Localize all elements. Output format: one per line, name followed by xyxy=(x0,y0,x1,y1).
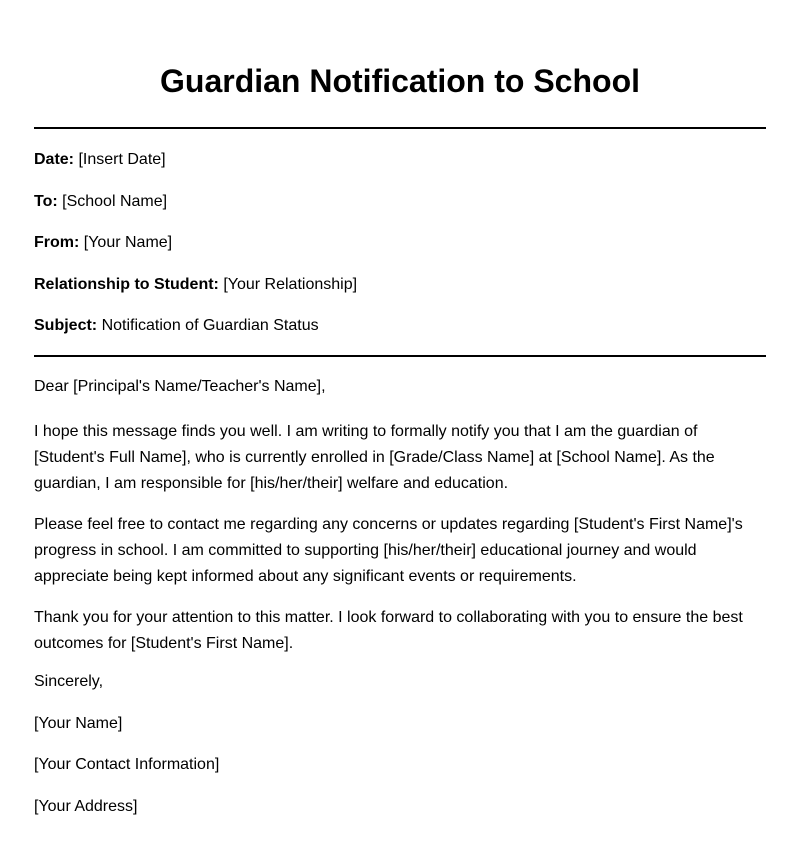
meta-from-value: [Your Name] xyxy=(83,234,173,252)
letter-meta xyxy=(34,150,766,336)
paragraph-contact: Please feel free to contact me regarding any concerns or updates regarding [Student's First Name]'s progress in school. I am committed to supporting [his/her/their] educational journey and would appreciate being kept informed about any significant events or requirements. xyxy=(34,515,743,585)
salutation: Dear [Principal's Name/Teacher's Name], xyxy=(34,378,326,396)
meta-date-value: [Insert Date] xyxy=(78,151,166,168)
letter-body xyxy=(34,377,766,816)
meta-to xyxy=(34,192,766,212)
meta-from xyxy=(34,233,766,253)
meta-date-label: Date: xyxy=(34,151,75,168)
meta-relationship-label: Relationship to Student: xyxy=(34,275,219,293)
meta-to-value: [School Name] xyxy=(62,192,168,210)
signature-contact: [Your Contact Information] xyxy=(34,756,220,774)
meta-divider xyxy=(34,355,766,357)
paragraph-thanks: Thank you for your attention to this matter. I look forward to collaborating with you to ensure the best outcomes for [Student's First Name]. xyxy=(34,608,743,652)
meta-from-label: From: xyxy=(34,234,80,252)
header-divider xyxy=(34,127,766,129)
meta-to-label: To: xyxy=(34,192,58,210)
closing: Sincerely, xyxy=(34,672,104,690)
signature-address: [Your Address] xyxy=(34,797,138,815)
document-title: Guardian Notification to School xyxy=(160,63,640,99)
paragraph-intro: I hope this message finds you well. I am writing to formally notify you that I am the guardian of [Student's Full Name], who is currently enrolled in [Grade/Class Name] at [School Name]. As the guardian, I am responsible for [his/her/their] welfare and education. xyxy=(34,422,715,492)
meta-date xyxy=(34,150,766,170)
meta-subject-value: Notification of Guardian Status xyxy=(101,317,319,335)
signature-name: [Your Name] xyxy=(34,714,123,732)
meta-subject-label: Subject: xyxy=(34,317,98,335)
meta-relationship xyxy=(34,275,766,295)
meta-relationship-value: [Your Relationship] xyxy=(223,275,358,293)
meta-subject xyxy=(34,316,766,336)
